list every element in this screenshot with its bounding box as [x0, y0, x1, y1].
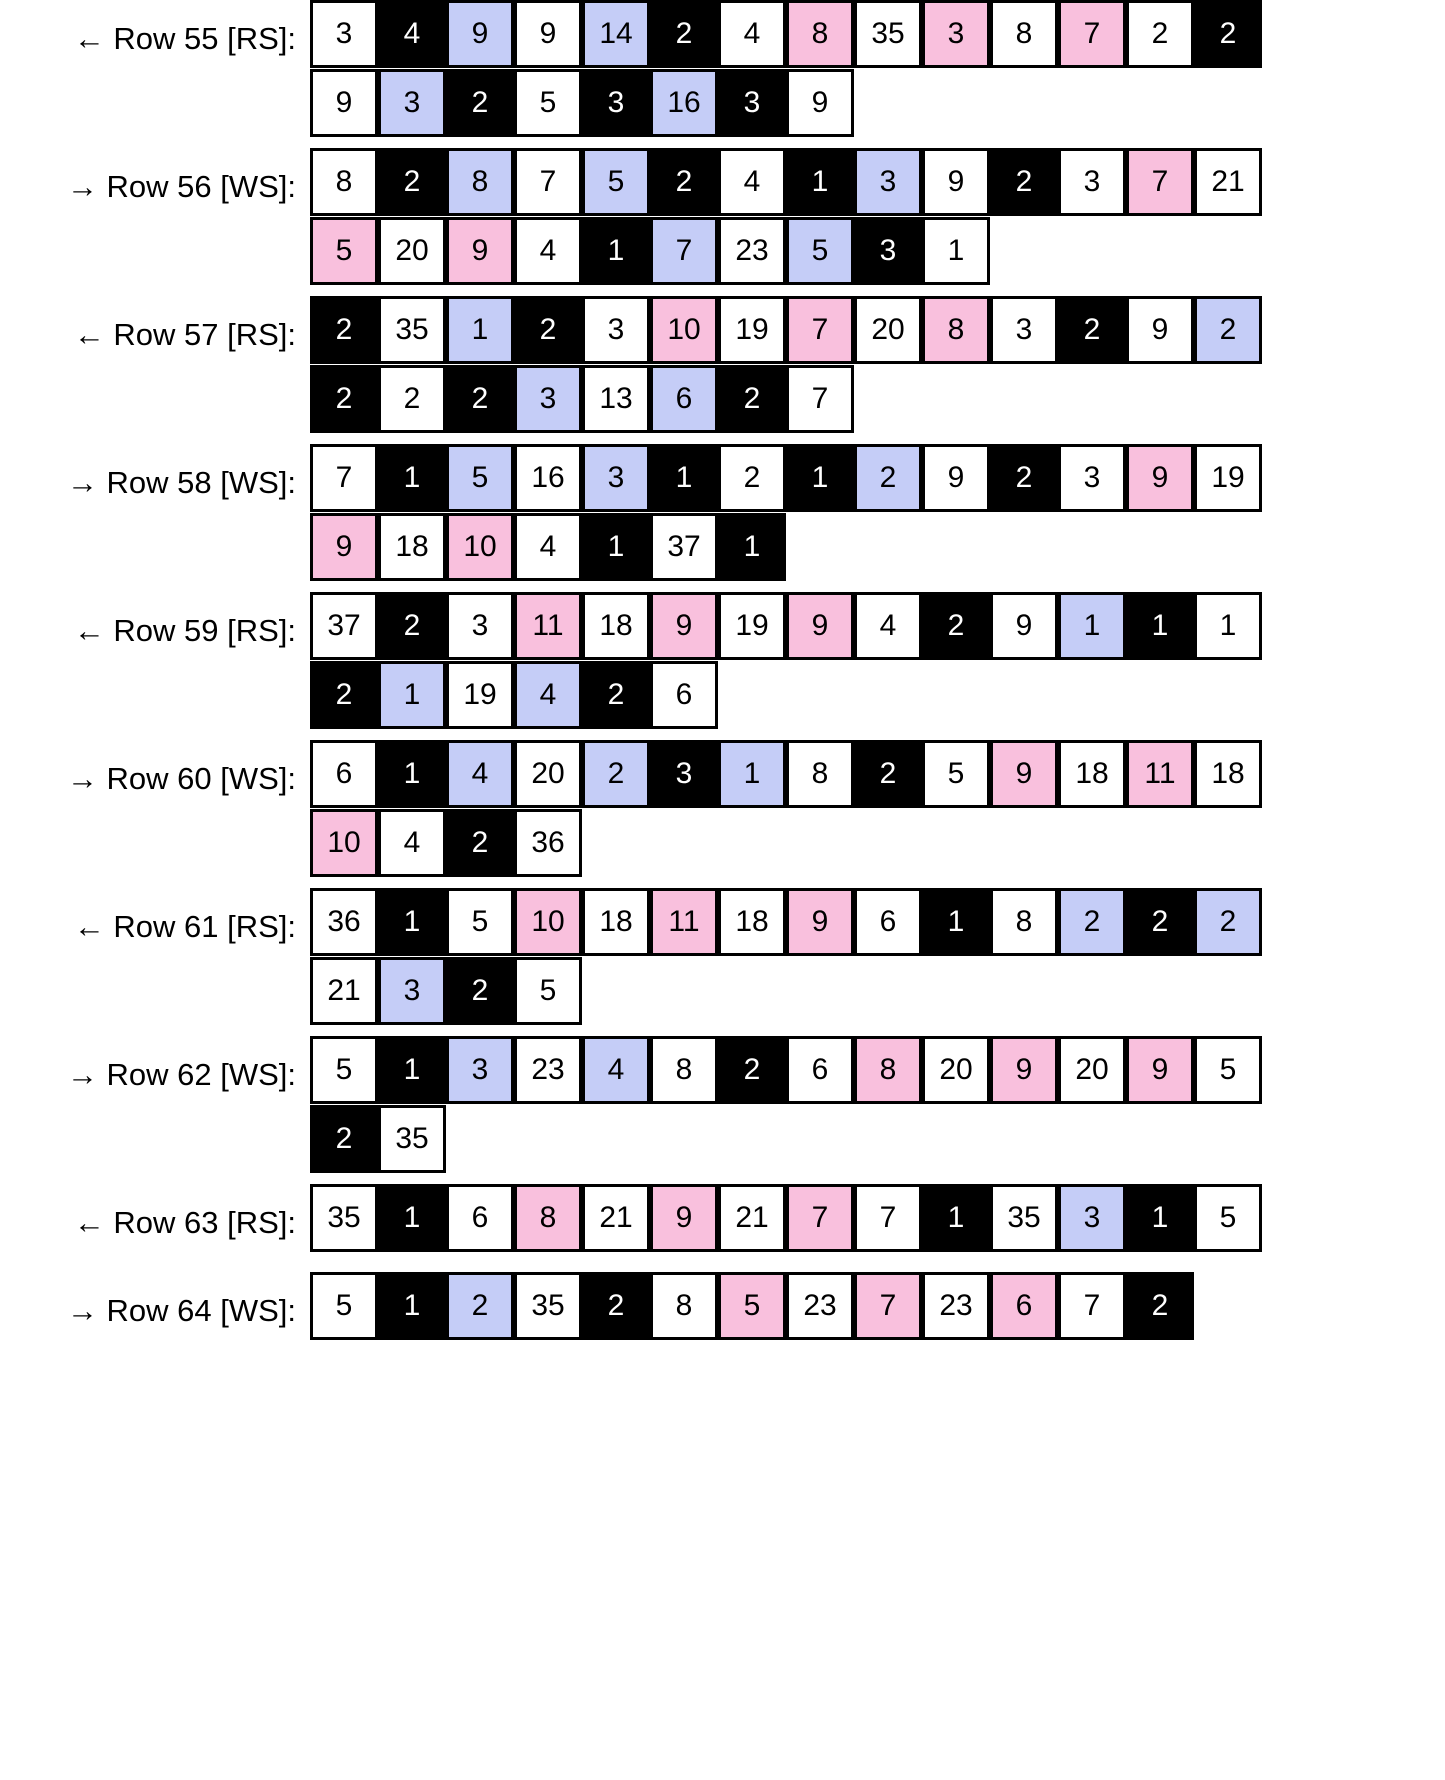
row-cells [310, 444, 1310, 582]
stitch-cell: 2 [1058, 296, 1126, 364]
stitch-cell: 2 [718, 1036, 786, 1104]
stitch-cell: 7 [1126, 148, 1194, 216]
stitch-cell: 2 [446, 1272, 514, 1340]
stitch-cell: 10 [650, 296, 718, 364]
stitch-cell: 1 [650, 444, 718, 512]
chart-row [0, 148, 1445, 286]
stitch-cell: 5 [1194, 1184, 1262, 1252]
stitch-cell: 7 [310, 444, 378, 512]
chart-row [0, 740, 1445, 878]
stitch-cell: 35 [514, 1272, 582, 1340]
stitch-cell: 3 [378, 69, 446, 137]
stitch-cell: 2 [650, 148, 718, 216]
stitch-cell: 21 [718, 1184, 786, 1252]
stitch-cell: 4 [446, 740, 514, 808]
stitch-cell: 10 [310, 809, 378, 877]
stitch-cell: 4 [854, 592, 922, 660]
stitch-cell: 3 [446, 1036, 514, 1104]
stitch-cell: 11 [650, 888, 718, 956]
stitch-cell: 5 [310, 217, 378, 285]
stitch-cell: 37 [650, 513, 718, 581]
stitch-cell: 8 [854, 1036, 922, 1104]
stitch-cell: 5 [514, 957, 582, 1025]
stitch-cell: 4 [378, 809, 446, 877]
stitch-cell: 1 [1126, 1184, 1194, 1252]
stitch-cell: 35 [854, 0, 922, 68]
stitch-cell: 20 [922, 1036, 990, 1104]
stitch-cell: 3 [310, 0, 378, 68]
stitch-cell: 1 [378, 740, 446, 808]
row-label: ← Row 63 [RS]: [73, 1205, 296, 1240]
stitch-cell: 18 [582, 888, 650, 956]
row-label: ← Row 61 [RS]: [73, 909, 296, 944]
stitch-cell: 8 [786, 0, 854, 68]
stitch-cell: 35 [378, 1105, 446, 1173]
stitch-cell: 6 [854, 888, 922, 956]
stitch-cell: 19 [718, 296, 786, 364]
stitch-cell: 3 [582, 69, 650, 137]
stitch-cell: 2 [582, 740, 650, 808]
stitch-cell: 2 [582, 1272, 650, 1340]
stitch-cell: 9 [990, 592, 1058, 660]
stitch-cell: 1 [378, 444, 446, 512]
stitch-cell: 2 [650, 0, 718, 68]
stitch-cell: 1 [378, 1272, 446, 1340]
stitch-cell: 3 [582, 444, 650, 512]
stitch-cell: 2 [1194, 0, 1262, 68]
stitch-cell: 3 [922, 0, 990, 68]
stitch-cell: 2 [310, 1105, 378, 1173]
stitch-cell: 5 [514, 69, 582, 137]
stitch-cell: 35 [990, 1184, 1058, 1252]
stitch-cell: 21 [1194, 148, 1262, 216]
stitch-cell: 8 [310, 148, 378, 216]
chart-row [0, 296, 1445, 434]
stitch-cell: 23 [786, 1272, 854, 1340]
stitch-cell: 6 [310, 740, 378, 808]
stitch-cell: 2 [718, 365, 786, 433]
stitch-cell: 2 [310, 365, 378, 433]
stitch-cell: 8 [446, 148, 514, 216]
stitch-cell: 2 [446, 365, 514, 433]
stitch-cell: 9 [786, 592, 854, 660]
stitch-cell: 16 [650, 69, 718, 137]
stitch-cell: 1 [922, 217, 990, 285]
row-label: → Row 58 [WS]: [66, 465, 296, 500]
chart-row [0, 0, 1445, 138]
row-cells [310, 148, 1310, 286]
stitch-cell: 3 [514, 365, 582, 433]
stitch-cell: 1 [378, 1184, 446, 1252]
stitch-cell: 2 [378, 365, 446, 433]
stitch-cell: 9 [990, 1036, 1058, 1104]
stitch-cell: 9 [1126, 296, 1194, 364]
stitch-cell: 6 [650, 661, 718, 729]
stitch-cell: 1 [922, 888, 990, 956]
stitch-cell: 20 [514, 740, 582, 808]
stitch-cell: 21 [582, 1184, 650, 1252]
row-label: ← Row 57 [RS]: [73, 317, 296, 352]
chart-row [0, 1272, 1445, 1350]
stitch-cell: 5 [582, 148, 650, 216]
stitch-cell: 2 [1058, 888, 1126, 956]
stitch-cell: 8 [990, 888, 1058, 956]
stitch-cell: 20 [854, 296, 922, 364]
stitch-cell: 4 [582, 1036, 650, 1104]
stitch-cell: 8 [990, 0, 1058, 68]
stitch-cell: 3 [1058, 1184, 1126, 1252]
row-label: ← Row 59 [RS]: [73, 613, 296, 648]
stitch-cell: 9 [310, 513, 378, 581]
row-label: → Row 64 [WS]: [66, 1293, 296, 1328]
row-label: ← Row 55 [RS]: [73, 21, 296, 56]
stitch-cell: 7 [786, 1184, 854, 1252]
row-label: → Row 60 [WS]: [66, 761, 296, 796]
stitch-cell: 1 [378, 1036, 446, 1104]
stitch-cell: 7 [1058, 1272, 1126, 1340]
row-label: → Row 56 [WS]: [66, 169, 296, 204]
stitch-cell: 1 [378, 661, 446, 729]
stitch-cell: 3 [718, 69, 786, 137]
stitch-cell: 2 [1194, 296, 1262, 364]
stitch-cell: 8 [922, 296, 990, 364]
stitch-cell: 11 [1126, 740, 1194, 808]
stitch-cell: 18 [1194, 740, 1262, 808]
stitch-cell: 5 [786, 217, 854, 285]
stitch-cell: 3 [854, 148, 922, 216]
stitch-cell: 2 [1126, 888, 1194, 956]
stitch-cell: 2 [378, 592, 446, 660]
stitch-cell: 2 [990, 148, 1058, 216]
stitch-cell: 9 [922, 444, 990, 512]
stitch-cell: 2 [446, 809, 514, 877]
stitch-cell: 3 [1058, 444, 1126, 512]
stitch-cell: 3 [582, 296, 650, 364]
stitch-cell: 35 [310, 1184, 378, 1252]
row-cells [310, 592, 1310, 730]
stitch-cell: 1 [582, 513, 650, 581]
chart-row [0, 1036, 1445, 1174]
stitch-cell: 7 [514, 148, 582, 216]
stitch-cell: 9 [446, 0, 514, 68]
stitch-cell: 2 [378, 148, 446, 216]
stitch-cell: 18 [582, 592, 650, 660]
stitch-cell: 19 [446, 661, 514, 729]
stitch-cell: 2 [1194, 888, 1262, 956]
stitch-cell: 6 [446, 1184, 514, 1252]
stitch-cell: 2 [990, 444, 1058, 512]
stitch-cell: 5 [310, 1272, 378, 1340]
stitch-cell: 9 [446, 217, 514, 285]
chart-row [0, 1184, 1445, 1262]
chart-row [0, 592, 1445, 730]
stitch-cell: 23 [514, 1036, 582, 1104]
stitch-cell: 6 [786, 1036, 854, 1104]
stitch-cell: 10 [446, 513, 514, 581]
stitch-cell: 5 [446, 444, 514, 512]
stitch-cell: 2 [446, 69, 514, 137]
chart-row [0, 444, 1445, 582]
stitch-cell: 5 [310, 1036, 378, 1104]
stitch-cell: 2 [1126, 1272, 1194, 1340]
row-cells [310, 1036, 1310, 1174]
stitch-cell: 2 [854, 740, 922, 808]
stitch-cell: 3 [378, 957, 446, 1025]
stitch-cell: 1 [446, 296, 514, 364]
stitch-cell: 7 [650, 217, 718, 285]
stitch-cell: 4 [378, 0, 446, 68]
stitch-cell: 2 [310, 661, 378, 729]
stitch-cell: 9 [650, 1184, 718, 1252]
stitch-cell: 36 [310, 888, 378, 956]
stitch-cell: 5 [718, 1272, 786, 1340]
stitch-cell: 3 [990, 296, 1058, 364]
stitch-cell: 35 [378, 296, 446, 364]
row-cells [310, 1184, 1310, 1253]
stitch-cell: 6 [650, 365, 718, 433]
row-label: → Row 62 [WS]: [66, 1057, 296, 1092]
stitch-cell: 1 [582, 217, 650, 285]
stitch-cell: 7 [786, 296, 854, 364]
stitch-cell: 8 [514, 1184, 582, 1252]
row-cells [310, 740, 1310, 878]
stitch-cell: 9 [786, 69, 854, 137]
stitch-cell: 20 [1058, 1036, 1126, 1104]
stitch-cell: 4 [718, 0, 786, 68]
stitch-cell: 18 [718, 888, 786, 956]
stitch-cell: 4 [514, 513, 582, 581]
stitch-cell: 1 [1058, 592, 1126, 660]
stitch-cell: 5 [446, 888, 514, 956]
stitch-cell: 1 [718, 740, 786, 808]
stitch-cell: 18 [1058, 740, 1126, 808]
row-cells [310, 0, 1310, 138]
stitch-cell: 9 [990, 740, 1058, 808]
stitch-cell: 9 [1126, 444, 1194, 512]
stitch-cell: 1 [1194, 592, 1262, 660]
stitch-cell: 2 [582, 661, 650, 729]
stitch-cell: 1 [922, 1184, 990, 1252]
stitch-cell: 6 [990, 1272, 1058, 1340]
stitch-cell: 2 [446, 957, 514, 1025]
chart-row [0, 888, 1445, 1026]
stitch-cell: 5 [922, 740, 990, 808]
stitch-cell: 36 [514, 809, 582, 877]
stitch-cell: 2 [922, 592, 990, 660]
stitch-cell: 9 [310, 69, 378, 137]
stitch-cell: 3 [1058, 148, 1126, 216]
stitch-cell: 11 [514, 592, 582, 660]
stitch-cell: 4 [718, 148, 786, 216]
stitch-cell: 14 [582, 0, 650, 68]
stitch-cell: 2 [718, 444, 786, 512]
stitch-cell: 2 [854, 444, 922, 512]
stitch-cell: 37 [310, 592, 378, 660]
stitch-cell: 9 [1126, 1036, 1194, 1104]
row-cells [310, 296, 1310, 434]
stitch-cell: 9 [922, 148, 990, 216]
stitch-cell: 21 [310, 957, 378, 1025]
row-cells [310, 888, 1310, 1026]
stitch-cell: 19 [1194, 444, 1262, 512]
stitch-cell: 2 [310, 296, 378, 364]
stitch-cell: 9 [786, 888, 854, 956]
stitch-cell: 23 [718, 217, 786, 285]
stitch-cell: 8 [650, 1036, 718, 1104]
stitch-cell: 18 [378, 513, 446, 581]
stitch-cell: 7 [786, 365, 854, 433]
stitch-cell: 1 [718, 513, 786, 581]
stitch-cell: 1 [786, 148, 854, 216]
stitch-cell: 19 [718, 592, 786, 660]
stitch-cell: 13 [582, 365, 650, 433]
row-cells [310, 1272, 1310, 1341]
stitch-cell: 23 [922, 1272, 990, 1340]
stitch-cell: 7 [854, 1184, 922, 1252]
stitch-cell: 3 [854, 217, 922, 285]
stitch-cell: 2 [514, 296, 582, 364]
stitch-cell: 4 [514, 661, 582, 729]
stitch-cell: 9 [650, 592, 718, 660]
stitch-cell: 1 [1126, 592, 1194, 660]
stitch-cell: 7 [1058, 0, 1126, 68]
stitch-cell: 9 [514, 0, 582, 68]
stitch-cell: 16 [514, 444, 582, 512]
stitch-cell: 1 [378, 888, 446, 956]
stitch-cell: 20 [378, 217, 446, 285]
stitch-cell: 8 [786, 740, 854, 808]
stitch-cell: 3 [650, 740, 718, 808]
stitch-cell: 7 [854, 1272, 922, 1340]
stitch-cell: 5 [1194, 1036, 1262, 1104]
stitch-cell: 3 [446, 592, 514, 660]
stitch-cell: 4 [514, 217, 582, 285]
stitch-cell: 1 [786, 444, 854, 512]
stitch-cell: 2 [1126, 0, 1194, 68]
stitch-cell: 10 [514, 888, 582, 956]
stitch-cell: 8 [650, 1272, 718, 1340]
